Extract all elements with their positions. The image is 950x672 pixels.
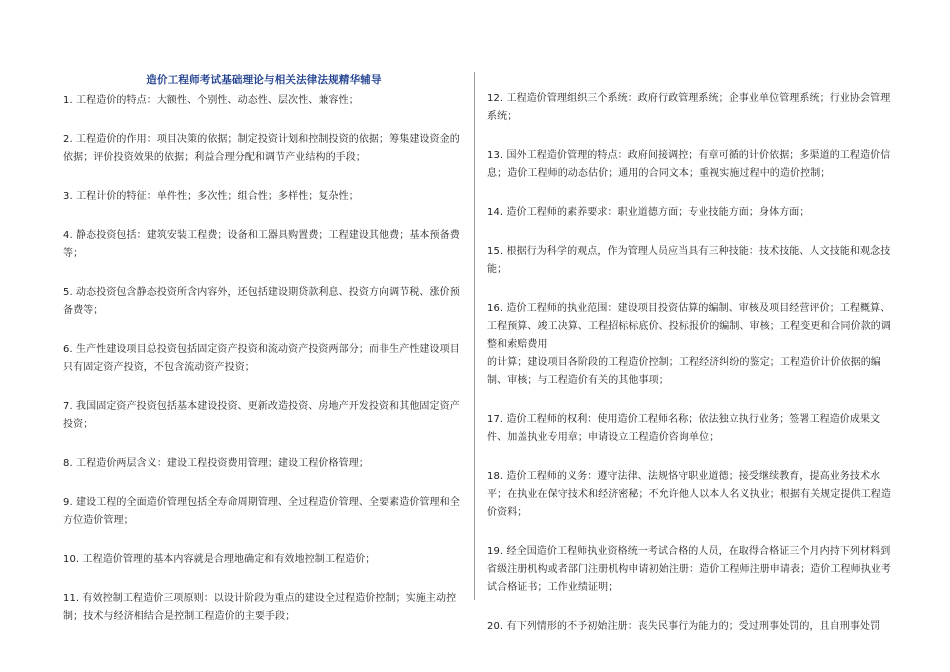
list-item: 16. 造价工程师的执业范围：建设项目投资估算的编制、审核及项目经营评价；工程概算、工程预算、竣工决算、工程招标标底价、投标报价的编制、审核；工程变更和合同价款的调整和索赔费用 bbox=[487, 303, 891, 350]
column-divider bbox=[474, 72, 475, 600]
list-item-continuation: 的计算；建设项目各阶段的工程造价控制；工程经济纠纷的鉴定；工程造价计价依据的编制、审核；与工程造价有关的其他事项； bbox=[487, 357, 881, 386]
list-item: 20. 有下列情形的不予初始注册：丧失民事行为能力的；受过刑事处罚的，且自刑事处罚 bbox=[487, 621, 881, 632]
list-item: 5. 动态投资包含静态投资所含内容外，还包括建设期贷款利息、投资方向调节税、涨价预备费等； bbox=[63, 287, 460, 316]
list-item: 14. 造价工程师的素养要求：职业道德方面；专业技能方面；身体方面； bbox=[487, 207, 810, 218]
list-item: 13. 国外工程造价管理的特点：政府间接调控；有章可循的计价依据；多渠道的工程造价信息；造价工程师的动态估价；通用的合同文本；重视实施过程中的造价控制； bbox=[487, 150, 891, 179]
list-item: 7. 我国固定资产投资包括基本建设投资、更新改造投资、房地产开发投资和其他固定资产投资； bbox=[63, 401, 460, 430]
list-item: 17. 造价工程师的权利：使用造价工程师名称；依法独立执行业务；签署工程造价成果文件、加盖执业专用章；申请设立工程造价咨询单位； bbox=[487, 414, 881, 443]
list-item: 1. 工程造价的特点：大额性、个别性、动态性、层次性、兼容性； bbox=[63, 95, 359, 106]
document-title: 造价工程师考试基础理论与相关法律法规精华辅导 bbox=[146, 74, 382, 86]
list-item: 8. 工程造价两层含义：建设工程投资费用管理；建设工程价格管理； bbox=[63, 458, 369, 469]
list-item: 12. 工程造价管理组织三个系统：政府行政管理系统；企事业单位管理系统；行业协会管理系统； bbox=[487, 93, 891, 122]
left-column bbox=[63, 72, 465, 626]
right-column bbox=[487, 90, 891, 636]
list-item: 2. 工程造价的作用：项目决策的依据；制定投资计划和控制投资的依据；筹集建设资金的依据；评价投资效果的依据；利益合理分配和调节产业结构的手段； bbox=[63, 134, 460, 163]
list-item: 3. 工程计价的特征：单件性；多次性；组合性；多样性；复杂性； bbox=[63, 191, 359, 202]
list-item: 18. 造价工程师的义务：遵守法律、法规恪守职业道德；接受继续教育，提高业务技术水平；在执业在保守技术和经济密秘；不允许他人以本人名义执业；根据有关规定提供工程造价资料； bbox=[487, 471, 891, 518]
list-item: 4. 静态投资包括：建筑安装工程费；设备和工器具购置费；工程建设其他费；基本预备费等； bbox=[63, 230, 460, 259]
list-item: 11. 有效控制工程造价三项原则：以设计阶段为重点的建设全过程造价控制；实施主动控制；技术与经济相结合是控制工程造价的主要手段； bbox=[63, 593, 457, 622]
list-item: 19. 经全国造价工程师执业资格统一考试合格的人员，在取得合格证三个月内持下列材料到省级注册机构或者部门注册机构申请初始注册：造价工程师注册申请表；造价工程师执业考试合格证书；工作业绩证明； bbox=[487, 546, 891, 593]
list-item: 6. 生产性建设项目总投资包括固定资产投资和流动资产投资两部分；而非生产性建设项目只有固定资产投资，不包含流动资产投资； bbox=[63, 344, 460, 373]
list-item: 15. 根据行为科学的观点，作为管理人员应当具有三种技能：技术技能、人文技能和观念技能； bbox=[487, 246, 891, 275]
list-item: 10. 工程造价管理的基本内容就是合理地确定和有效地控制工程造价； bbox=[63, 554, 376, 565]
list-item: 9. 建设工程的全面造价管理包括全寿命周期管理、全过程造价管理、全要素造价管理和全方位造价管理； bbox=[63, 497, 460, 526]
